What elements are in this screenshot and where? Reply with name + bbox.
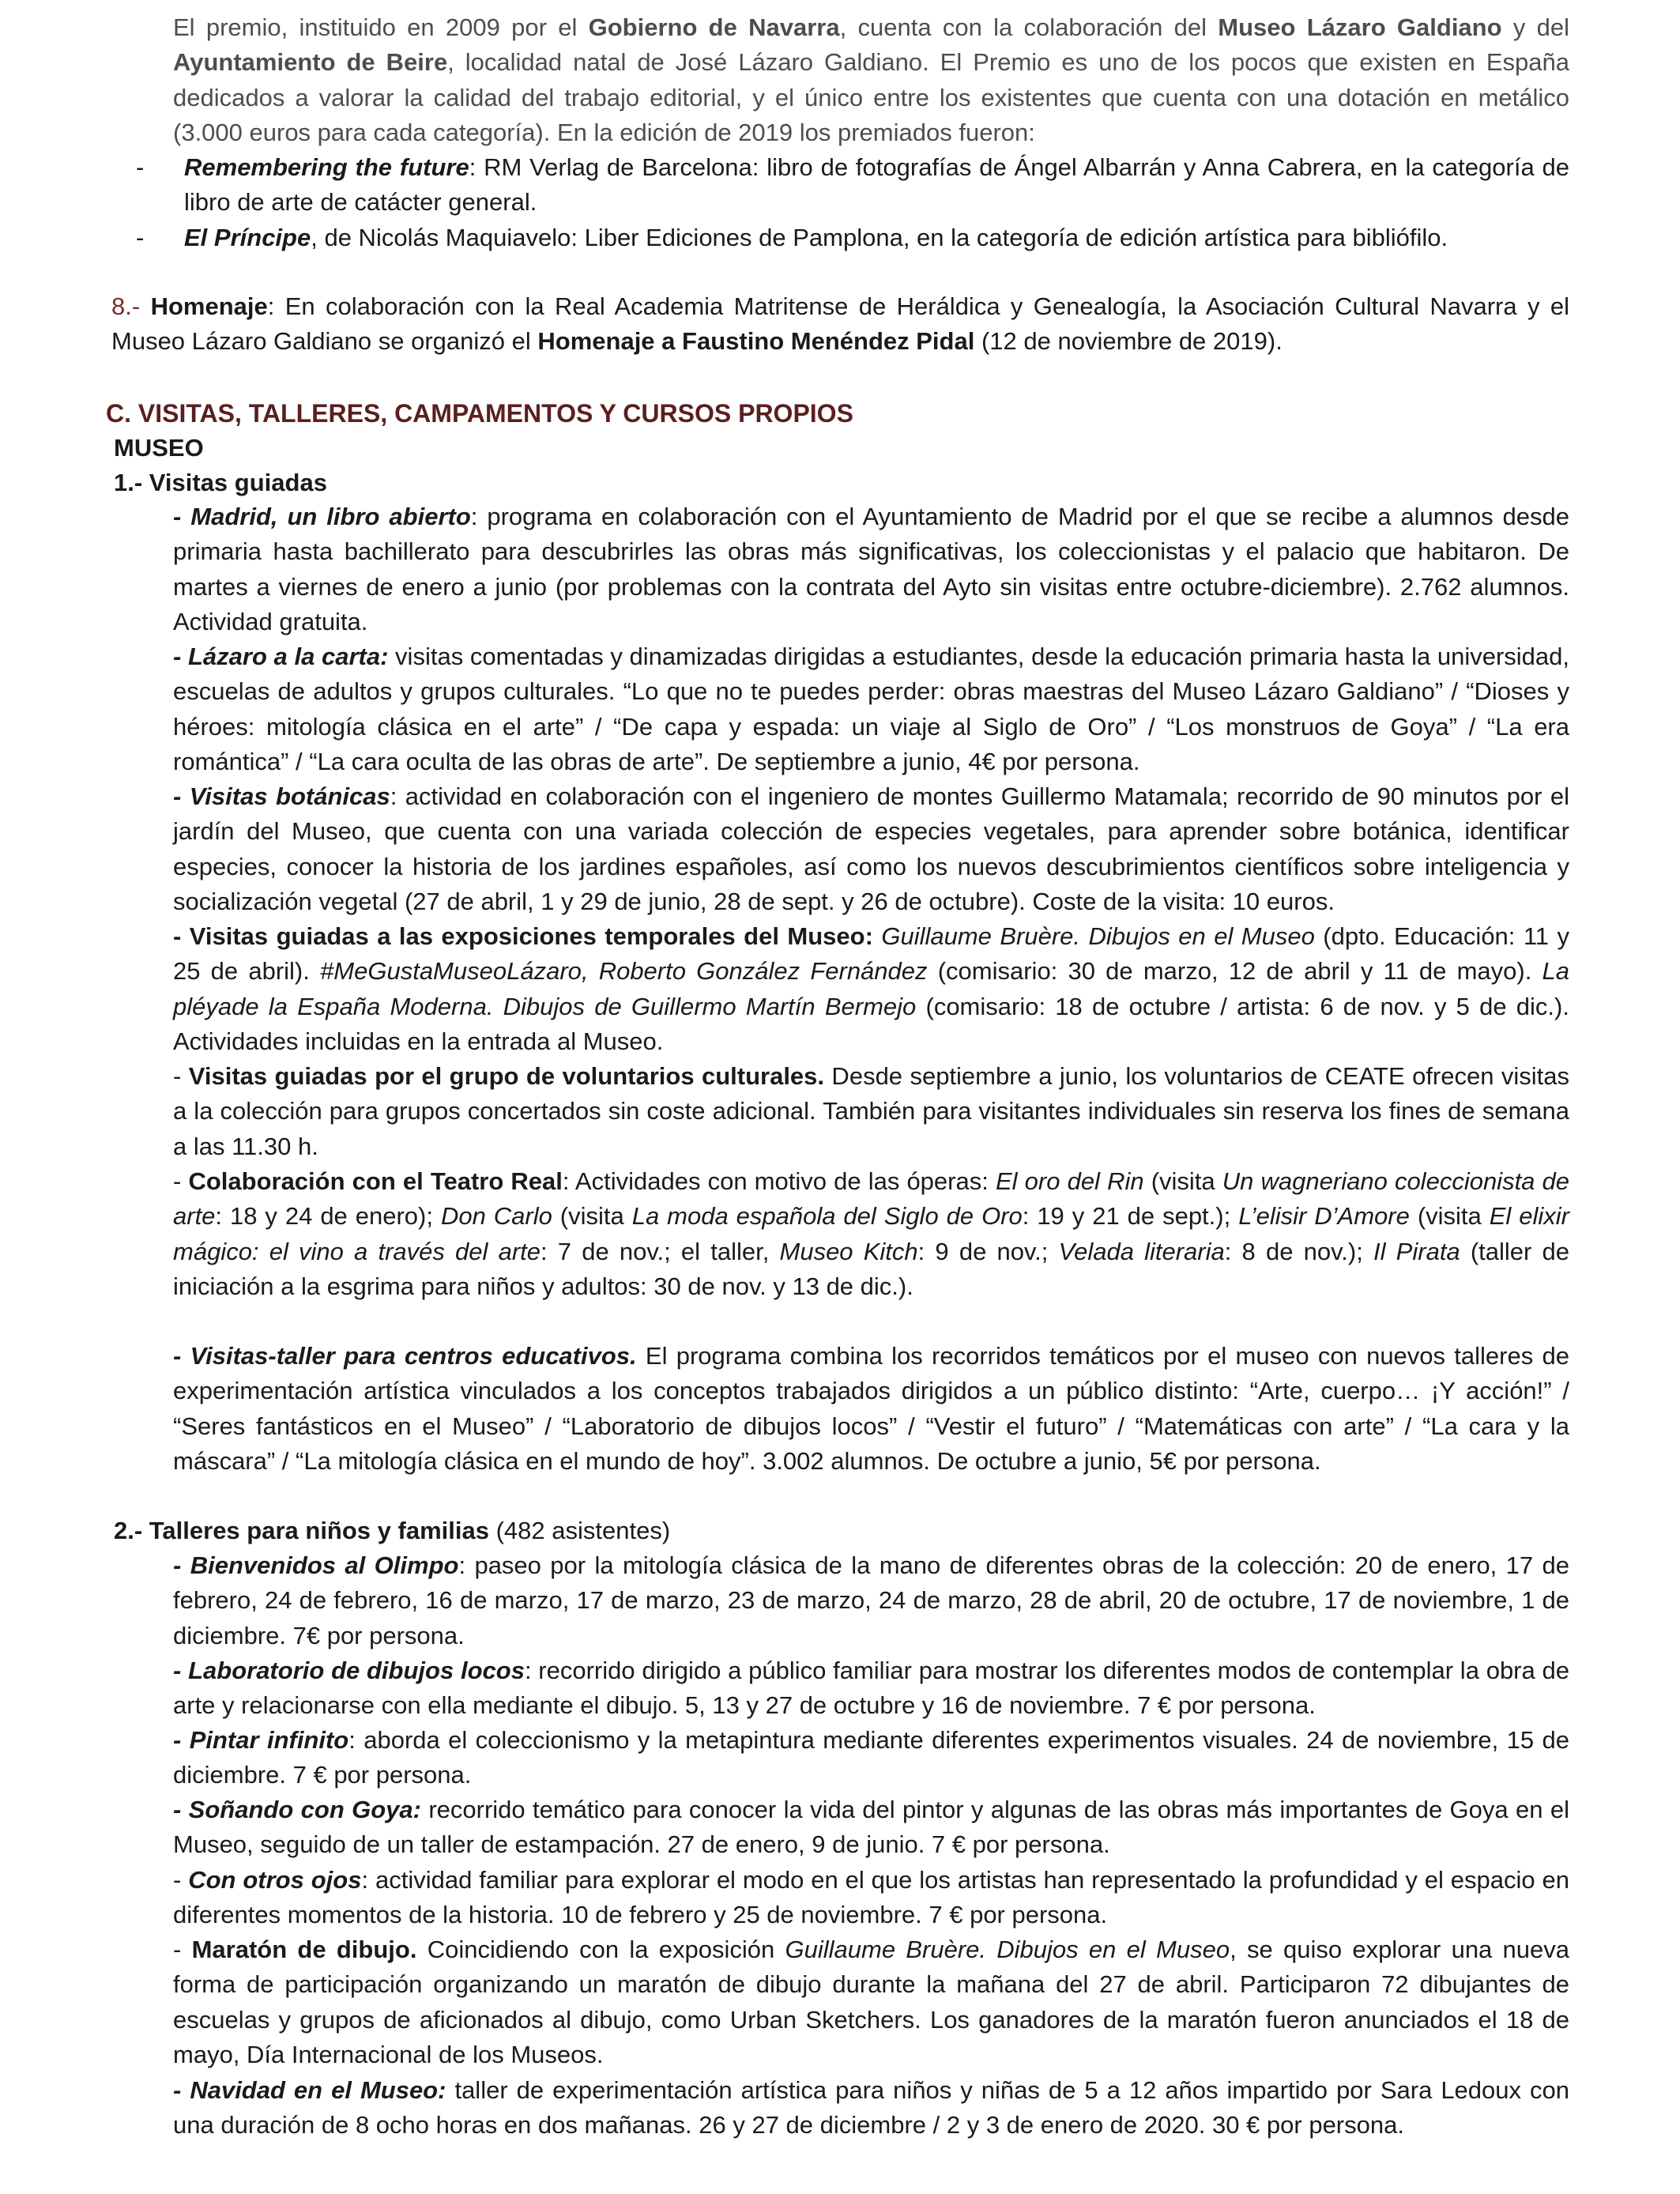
- homenaje-text: : En colaboración con la Real Academia Matritense de Heráldica y Genealogía, la Asociación Cultural Navarra y el Museo Lázaro Galdiano se organizó el: [111, 292, 1569, 356]
- exhibition-title: La pléyade la España Moderna. Dibujos de Guillermo Martín Bermejo: [173, 957, 1569, 1020]
- exhibition-title: Guillaume Bruère. Dibujos en el Museo: [785, 1936, 1230, 1963]
- talleres-title: 2.- Talleres para niños y familias: [114, 1517, 489, 1544]
- item-text: : 8 de nov.);: [1224, 1237, 1374, 1265]
- maraton-paragraph: [173, 1932, 1569, 2072]
- exhibition-title: Guillaume Bruère. Dibujos en el Museo: [881, 922, 1315, 950]
- item-title: - Laboratorio de dibujos locos: [173, 1657, 525, 1684]
- item-text: (visita: [552, 1202, 632, 1231]
- workshop-title: Museo Kitch: [779, 1237, 918, 1265]
- item-title: - Bienvenidos al Olimpo: [173, 1551, 459, 1579]
- item-dash: -: [173, 1062, 189, 1090]
- item-title: - Madrid, un libro abierto: [173, 503, 471, 530]
- item-title: - Visitas-taller para centros educativos.: [173, 1342, 637, 1370]
- talleres-heading: [114, 1514, 670, 1548]
- bullet-dash: -: [136, 224, 145, 251]
- item-dash: -: [173, 1936, 192, 1963]
- item-text: (comisario: 30 de marzo, 12 de abril y 11 de mayo).: [927, 957, 1543, 986]
- intro-text: , localidad natal de José Lázaro Galdiano. El Premio es uno de los pocos que existen en España dedicados a valorar la calidad del trabajo editorial, y el único entre los existentes que cuenta con una dotación en metálico (3.000 euros para cada categoría). En la edición de 2019 los premiados fueron:: [173, 48, 1569, 146]
- ayuntamiento-beire: Ayuntamiento de Beire: [173, 48, 448, 77]
- item-text: (visita: [1409, 1202, 1490, 1231]
- museo-lazaro: Museo Lázaro Galdiano: [1218, 13, 1502, 41]
- homenaje-label: Homenaje: [150, 292, 268, 320]
- item-text: : 18 y 24 de enero);: [215, 1202, 441, 1231]
- item-text: : 9 de nov.;: [917, 1237, 1059, 1265]
- item-title: Con otros ojos: [188, 1866, 362, 1894]
- voluntarios-paragraph: [173, 1059, 1569, 1164]
- item-text: : 19 y 21 de sept.);: [1022, 1202, 1239, 1231]
- homenaje-text: (12 de noviembre de 2019).: [974, 327, 1283, 356]
- goya-paragraph: [173, 1793, 1569, 1863]
- gobierno-navarra: Gobierno de Navarra: [588, 13, 840, 41]
- event-title: Velada literaria: [1058, 1237, 1225, 1265]
- item-text: : programa en colaboración con el Ayuntamiento de Madrid por el que se recibe a alumnos desde primaria hasta bachillerato para descubrirles las obras más significativas, los coleccionistas y el palacio que habitaron. De martes a viernes de enero a junio (por problemas con la contrata del Ayto sin visitas entre octubre-diciembre). 2.762 alumnos. Actividad gratuita.: [173, 503, 1569, 635]
- talleres-count: (482 asistentes): [488, 1517, 671, 1544]
- item-title: Colaboración con el Teatro Real: [188, 1167, 563, 1195]
- temporales-paragraph: [173, 919, 1569, 1059]
- item-text: recorrido temático para conocer la vida del pintor y algunas de las obras más importantes de Goya en el Museo, seguido de un taller de estampación. 27 de enero, 9 de junio. 7 € por persona.: [173, 1796, 1569, 1859]
- pintar-paragraph: [173, 1723, 1569, 1793]
- item-text: Coincidiendo con la exposición: [416, 1936, 785, 1963]
- visitas-heading: 1.- Visitas guiadas: [114, 469, 327, 496]
- item-text: , se quiso explorar una nueva forma de participación organizando un maratón de dibujo durante la mañana del 27 de abril. Participaron 72 dibujantes de escuelas y grupos de aficionados al dibujo, como Urban Sketchers. Los ganadores de la maratón fueron anunciados el 18 de mayo, Día Internacional de los Museos.: [173, 1936, 1570, 2068]
- navidad-paragraph: [173, 2073, 1569, 2143]
- item-text: (dpto. Educación: 11 y 25 de abril).: [173, 922, 1569, 986]
- item-dash: -: [173, 1866, 189, 1894]
- item-text: : recorrido dirigido a público familiar para mostrar los diferentes modos de contemplar la obra de arte y relacionarse con ella mediante el dibujo. 5, 13 y 27 de octubre y 16 de noviembre. 7 € por persona.: [173, 1657, 1569, 1720]
- item-title: - Navidad en el Museo:: [173, 2076, 446, 2104]
- bullet-principe: [184, 221, 1569, 255]
- item-text: Desde septiembre a junio, los voluntarios de CEATE ofrecen visitas a la colección para grupos concertados sin coste adicional. También para visitantes individuales sin reserva los fines de semana a las 11.30 h.: [173, 1062, 1570, 1160]
- item-text: : Actividades con motivo de las óperas:: [562, 1167, 996, 1195]
- intro-text: El premio, instituido en 2009 por el: [173, 13, 589, 41]
- item-title: Maratón de dibujo.: [191, 1936, 417, 1963]
- museo-heading: MUSEO: [114, 434, 204, 462]
- item-text: visitas comentadas y dinamizadas dirigidas a estudiantes, desde la educación primaria hasta la universidad, escuelas de adultos y grupos culturales. “Lo que no te puedes perder: obras maestras del Museo Lázaro Galdiano” / “Dioses y héroes: mitología clásica en el arte” / “De capa y espada: un viaje al Siglo de Oro” / “Los monstruos de Goya” / “La era romántica” / “La cara oculta de las obras de arte”. De septiembre a junio, 4€ por persona.: [173, 643, 1570, 775]
- bullet-text: , de Nicolás Maquiavelo: Liber Ediciones de Pamplona, en la categoría de edición artística para bibliófilo.: [311, 224, 1448, 251]
- opera-title: Il Pirata: [1373, 1237, 1460, 1265]
- item-text: : actividad familiar para explorar el modo en el que los artistas han representado la profundidad y el espacio en diferentes momentos de la historia. 10 de febrero y 25 de noviembre. 7 € por persona.: [173, 1866, 1569, 1929]
- centros-paragraph: [173, 1339, 1569, 1479]
- item-text: : aborda el coleccionismo y la metapintura mediante diferentes experimentos visuales. 24 de noviembre, 15 de diciembre. 7 € por persona.: [173, 1726, 1569, 1789]
- laboratorio-paragraph: [173, 1653, 1569, 1724]
- madrid-paragraph: [173, 499, 1569, 639]
- olimpo-paragraph: [173, 1548, 1569, 1653]
- ojos-paragraph: [173, 1863, 1569, 1933]
- intro-paragraph: [173, 10, 1569, 150]
- item-text: taller de experimentación artística para niños y niñas de 5 a 12 años impartido por Sara Ledoux con una duración de 8 ocho horas en dos mañanas. 26 y 27 de diciembre / 2 y 3 de enero de 2020. 30 € por persona.: [173, 2076, 1569, 2139]
- item-title: Visitas guiadas por el grupo de voluntarios culturales.: [188, 1062, 825, 1090]
- item-text: : paseo por la mitología clásica de la mano de diferentes obras de la colección: 20 de enero, 17 de febrero, 24 de febrero, 16 de marzo, 17 de marzo, 23 de marzo, 24 de marzo, 28 de abril, 20 de octubre, 17 de noviembre, 1 de diciembre. 7€ por persona.: [173, 1551, 1570, 1649]
- visit-title: Un wagneriano coleccionista de arte: [173, 1167, 1570, 1231]
- opera-title: L’elisir D’Amore: [1238, 1202, 1410, 1231]
- bullet-remembering: [184, 150, 1569, 221]
- homenaje-paragraph: [111, 289, 1569, 360]
- visit-title: El elixir mágico: el vino a través del arte: [173, 1202, 1569, 1265]
- item-title: - Visitas botánicas: [173, 782, 390, 810]
- item-title: - Pintar infinito: [173, 1726, 349, 1754]
- opera-title: Don Carlo: [440, 1202, 552, 1231]
- botanicas-paragraph: [173, 779, 1569, 919]
- intro-text: y del: [1501, 13, 1569, 41]
- lazaro-paragraph: [173, 639, 1569, 779]
- bullet-dash: -: [136, 153, 145, 181]
- exhibition-title: #MeGustaMuseoLázaro, Roberto González Fernández: [320, 957, 928, 986]
- item-number: 8.-: [111, 292, 151, 320]
- item-title: - Soñando con Goya:: [173, 1796, 421, 1823]
- bullet-title: El Príncipe: [184, 224, 311, 251]
- item-title: - Visitas guiadas a las exposiciones temporales del Museo:: [173, 922, 882, 950]
- item-text: (comisario: 18 de octubre / artista: 6 de nov. y 5 de dic.). Actividades incluidas en la entrada al Museo.: [173, 992, 1569, 1055]
- item-dash: -: [173, 1167, 189, 1195]
- homenaje-faustino: Homenaje a Faustino Menéndez Pidal: [537, 327, 975, 356]
- visit-title: La moda española del Siglo de Oro: [631, 1202, 1023, 1231]
- item-text: : 7 de nov.; el taller,: [541, 1237, 780, 1265]
- item-title: - Lázaro a la carta:: [173, 643, 389, 670]
- item-text: El programa combina los recorridos temáticos por el museo con nuevos talleres de experimentación artística vinculados a los conceptos trabajados dirigidos a un público distinto: “Arte, cuerpo… ¡Y acción!” / “Seres fantásticos en el Museo” / “Laboratorio de dibujos locos” / “Vestir el futuro” / “Matemáticas con arte” / “La cara y la máscara” / “La mitología clásica en el mundo de hoy”. 3.002 alumnos. De octubre a junio, 5€ por persona.: [173, 1342, 1569, 1475]
- section-heading: C. VISITAS, TALLERES, CAMPAMENTOS Y CURSOS PROPIOS: [106, 399, 853, 428]
- item-text: (visita: [1143, 1167, 1222, 1195]
- intro-text: , cuenta con la colaboración del: [839, 13, 1219, 41]
- bullet-text: : RM Verlag de Barcelona: libro de fotografías de Ángel Albarrán y Anna Cabrera, en la categoría de libro de arte de catácter general.: [184, 153, 1569, 217]
- opera-title: El oro del Rin: [995, 1167, 1144, 1195]
- bullet-title: Remembering the future: [184, 153, 469, 181]
- item-text: : actividad en colaboración con el ingeniero de montes Guillermo Matamala; recorrido de 90 minutos por el jardín del Museo, que cuenta con una variada colección de especies vegetales, para aprender sobre botánica, identificar especies, conocer la historia de los jardines españoles, así como los nuevos descubrimientos científicos sobre inteligencia y socialización vegetal (27 de abril, 1 y 29 de junio, 28 de sept. y 26 de octubre). Coste de la visita: 10 euros.: [173, 782, 1569, 915]
- teatro-paragraph: [173, 1164, 1569, 1304]
- item-text: (taller de iniciación a la esgrima para niños y adultos: 30 de nov. y 13 de dic.).: [173, 1237, 1570, 1300]
